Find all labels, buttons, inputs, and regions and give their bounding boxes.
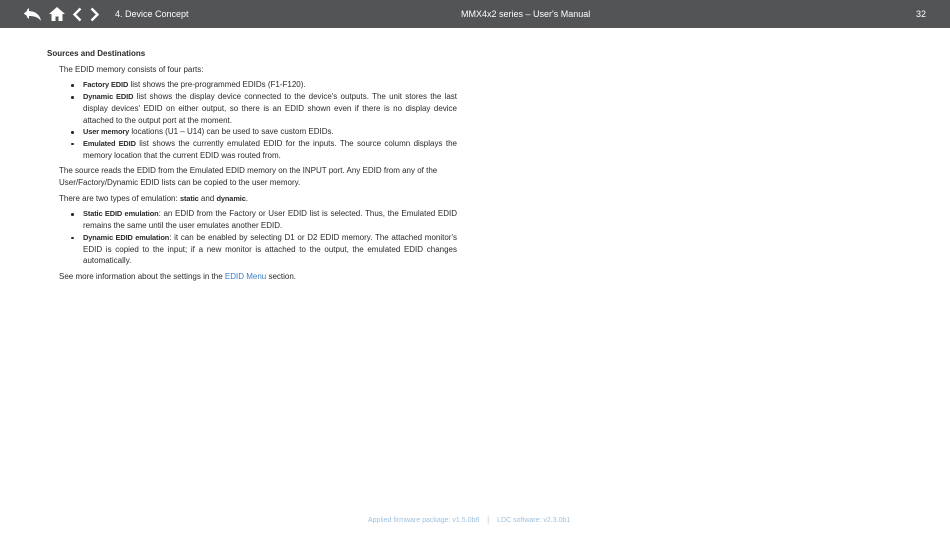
more-info-text: See more information about the settings in the <box>59 271 225 281</box>
home-icon[interactable] <box>48 6 66 22</box>
section-title: Sources and Destinations <box>47 49 146 58</box>
footer-separator: | <box>487 517 490 524</box>
memory-parts-list <box>47 79 457 161</box>
emulation-types-list <box>47 208 457 267</box>
edid-menu-link[interactable]: EDID Menu <box>224 271 267 281</box>
term-factory-edid: Factory EDID <box>83 80 129 90</box>
term-dynamic-emulation: Dynamic EDID emulation <box>83 232 170 242</box>
item-text: locations (U1 – U14) can be used to save custom EDIDs. <box>129 127 334 137</box>
intro-paragraph: The EDID memory consists of four parts: <box>59 64 204 74</box>
previous-page-icon[interactable] <box>72 7 83 22</box>
list-item <box>83 79 457 91</box>
more-info-end-text: section. <box>266 271 297 281</box>
item-text: : an EDID from the Factory or User EDID list is selected. Thus, the Emulated EDID remains the same until the user emulates another EDID. <box>83 209 457 231</box>
footer <box>368 517 570 524</box>
software-version: LDC software: v2.3.0b1 <box>497 517 571 524</box>
firmware-version: Applied firmware package: v1.5.0b8 <box>368 517 480 524</box>
term-dynamic-edid: Dynamic EDID <box>83 92 134 102</box>
list-item <box>83 138 457 161</box>
types-and-text: and <box>198 193 217 203</box>
term-emulated-edid: Emulated EDID <box>83 138 136 148</box>
next-page-icon[interactable] <box>89 7 100 22</box>
list-item <box>83 208 457 231</box>
dynamic-label: dynamic <box>216 193 246 203</box>
item-text: list shows the currently emulated EDID for the inputs. The source column displays the memory location that the current EDID was routed from. <box>83 138 457 160</box>
list-item <box>83 232 457 267</box>
page-content <box>47 48 457 287</box>
document-title: MMX4x2 series – User's Manual <box>461 9 591 19</box>
item-text: list shows the pre-programmed EDIDs (F1-F120). <box>128 80 306 90</box>
list-item <box>83 126 457 138</box>
item-text: list shows the display device connected to the device's outputs. The unit stores the last display devices' EDID on either output, so there is an EDID shown even if there is no display device attached to the output port at the moment. <box>83 92 457 125</box>
page-number: 32 <box>915 9 926 19</box>
item-text: : it can be enabled by selecting D1 or D2 EDID memory. The attached monitor's EDID is copied to the input; if a new monitor is attached to the output, the emulated EDID changes automatically. <box>83 232 457 266</box>
source-paragraph: The source reads the EDID from the Emulated EDID memory on the INPUT port. Any EDID from any of the User/Factory/Dynamic EDID lists can be copied to the user memory. <box>59 166 438 188</box>
more-info-paragraph <box>59 271 457 283</box>
term-static-emulation: Static EDID emulation <box>83 209 159 219</box>
chapter-title[interactable]: 4. Device Concept <box>115 9 189 19</box>
header-bar <box>0 0 950 28</box>
back-to-start-icon[interactable] <box>22 7 42 22</box>
term-user-memory: User memory <box>83 127 130 137</box>
list-item <box>83 91 457 126</box>
types-end-text: . <box>245 193 248 203</box>
navigation-buttons <box>22 5 106 23</box>
types-intro-text: There are two types of emulation: <box>59 193 180 203</box>
static-label: static <box>179 193 199 203</box>
emulation-types-paragraph <box>59 193 457 205</box>
